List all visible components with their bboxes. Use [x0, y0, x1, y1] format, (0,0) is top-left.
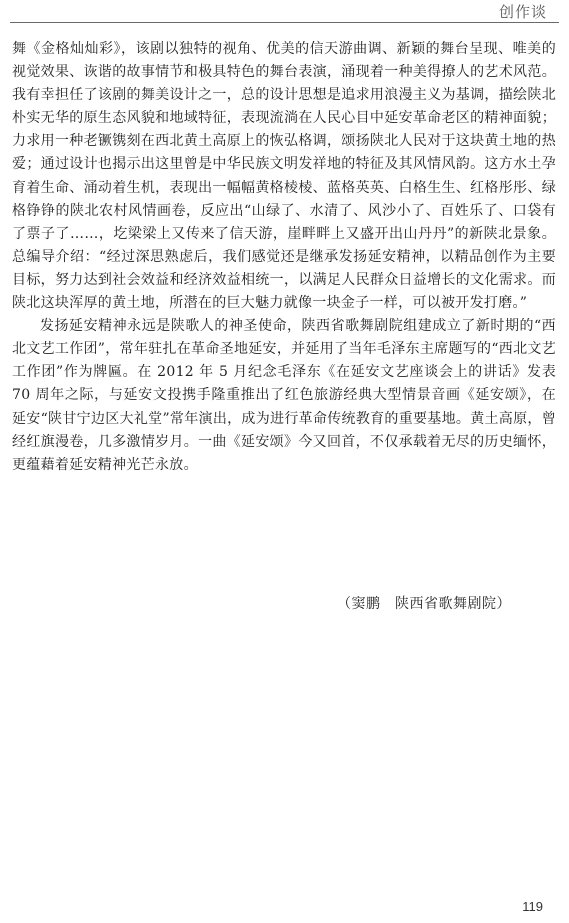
- header-rule: [10, 22, 559, 23]
- section-title: 创作谈: [498, 3, 547, 21]
- paragraph: 发扬延安精神永远是陕歌人的神圣使命，陕西省歌舞剧院组建成立了新时期的“西北文艺工作团”，常年驻扎在革命圣地延安，并延用了当年毛泽东主席题写的“西北文艺工作团”作为牌匾。在 2012 年 5 月纪念毛泽东《在延安文艺座谈会上的讲话》发表 70 周年之际，与延安文投携手隆重推出了红色旅游经典大型情景音画《延安颂》，在延安“陕甘宁边区大礼堂”常年演出，成为进行革命传统教育的重要基地。黄土高原，曾经红旗漫卷，几多激情岁月。一曲《延安颂》今又回首，不仅承载着无尽的历史缅怀，更蕴藉着延安精神光芒永放。: [12, 318, 557, 473]
- paragraph-continued: 舞《金格灿灿彩》，该剧以独特的视角、优美的信天游曲调、新颖的舞台呈现、唯美的视觉效果、诙谐的故事情节和极具特色的舞台表演，涌现着一种美得撩人的艺术风范。我有幸担任了该剧的舞美设计之一，总的设计思想是追求用浪漫主义为基调，描绘陕北朴实无华的原生态风貌和地域特征，表现流淌在人民心目中延安革命老区的精神面貌；力求用一种老镢镌刻在西北黄土高原上的恢弘格调，颂扬陕北人民对于这块黄土地的热爱；通过设计也揭示出这里曾是中华民族文明发祥地的特征及其风情风韵。这方水土孕育着生命、涌动着生机，表现出一幅幅黄格棱棱、蓝格英英、白格生生、红格彤彤、绿格铮铮的陕北农村风情画卷，反应出“山绿了、水清了、风沙小了、百姓乐了、口袋有了票子了……，圪梁梁上又传来了信天游，崖畔畔上又盛开出山丹丹”的新陕北景象。总编导介绍：“经过深思熟虑后，我们感觉还是继承发扬延安精神，以精品创作为主要目标，努力达到社会效益和经济效益相统一，以满足人民群众日益增长的文化需求。而陕北这块浑厚的黄土地，所潜在的巨大魅力就像一块金子一样，可以被开发打磨。”: [12, 41, 556, 312]
- page-header: [0, 0, 569, 22]
- author-signature: （窦鹏 陕西省歌舞剧院）: [337, 596, 511, 612]
- page-number: 119: [522, 899, 543, 914]
- article-body: [12, 38, 556, 477]
